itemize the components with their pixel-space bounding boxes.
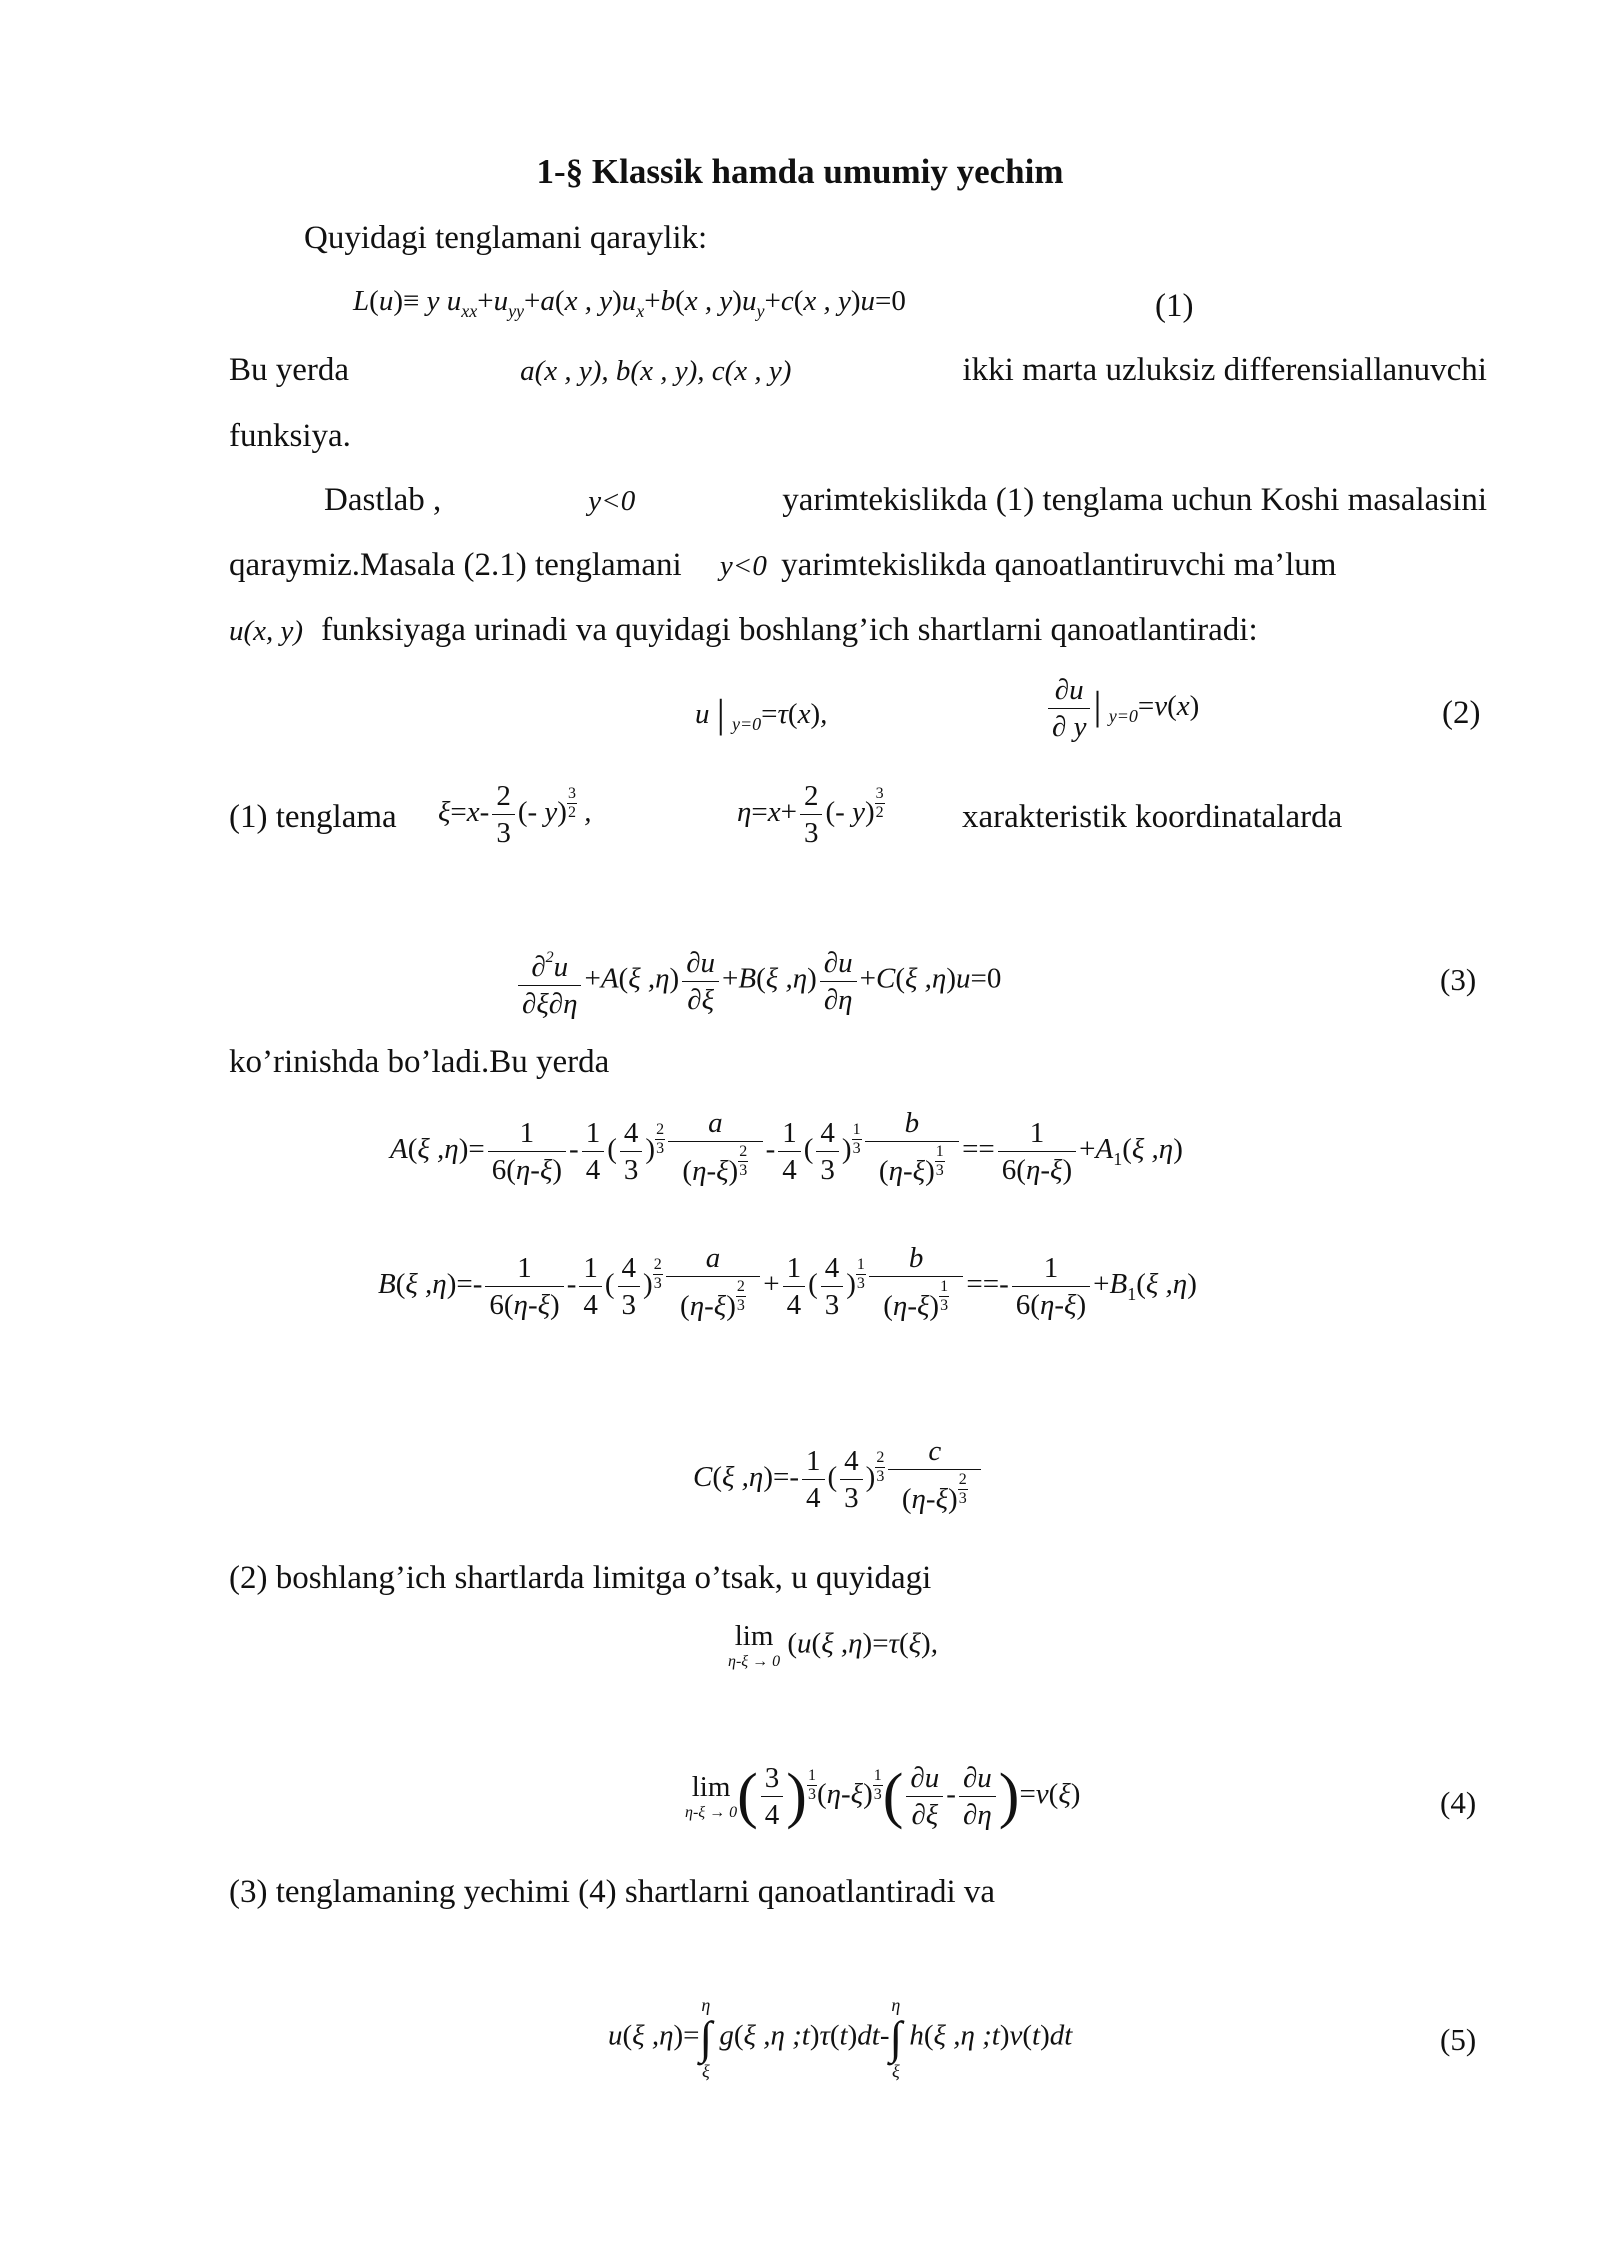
equation-5: u(ξ ,η)= η ∫ ξ g(ξ ,η ;t)τ(t)dt- η ∫ ξ h(ξ ,η ;t)ν(t)dt (608, 1995, 1073, 2081)
equation-eta: η=x+ $\frac{2}{3}$ (- y) $^{\frac{3}{2}}$ (737, 780, 884, 849)
text-masala (229, 545, 1336, 586)
equation-4: lim η-ξ → 0 ( $\frac{3}{4}$ ) $^{\frac{1}{3}}$ (η-ξ) $^{\frac{1}{3}}$ ( $\frac{\partial u}{\partial\xi}$ - $\frac{\partial u}{\partial\eta}$ )=ν(ξ) (685, 1762, 1081, 1831)
equation-number-3: (3) (1440, 962, 1477, 997)
text-masala-b: yarimtekislikda qanoatlantiruvchi ma’lum (781, 547, 1337, 583)
paragraph-coefficients (229, 350, 1487, 391)
section-title: 1-§ Klassik hamda umumiy yechim (536, 152, 1064, 191)
text-boshlangich: (2) boshlang’ich shartlarda limitga o’tsak, u quyidagi (229, 1560, 932, 1596)
text-yarimtekislikda: yarimtekislikda (1) tenglama uchun Koshi masalasini (782, 482, 1487, 518)
text-xarakteristik: xarakteristik koordinatalarda (962, 799, 1343, 835)
text-ikki-marta: ikki marta uzluksiz differensiallanuvchi (962, 352, 1487, 388)
text-korinishda: ko’rinishda bo’ladi.Bu yerda (229, 1044, 610, 1080)
paragraph-dastlab (324, 480, 1487, 521)
equation-number-2: (2) (1442, 695, 1481, 731)
equation-number-4: (4) (1440, 1785, 1477, 1820)
equation-2-left: u | $_{y=0}$=τ(x), (695, 691, 828, 736)
text-dastlab: Dastlab , (324, 482, 442, 518)
math-u-xy: u(x, y) (229, 615, 304, 647)
intro-text: Quyidagi tenglamani qaraylik: (304, 220, 708, 256)
equation-number-5: (5) (1440, 2022, 1477, 2057)
equation-2-right: $\frac{\partial u}{\partial y}$ | $_{y=0}$=ν(x) (1045, 672, 1199, 745)
text-funksiyaga (229, 610, 1258, 651)
equation-xi: ξ=x- $\frac{2}{3}$ (- y) $^{\frac{3}{2}}$ , (438, 780, 592, 849)
equation-A: A(ξ ,η)= $\frac{1}{6(\eta-\xi)}$ - $\frac{1}{4}$ ( $\frac{4}{3}$ ) $^{\frac{2}{3}}$ a (η-ξ) $^{\frac{2}{3}}$ - $\frac{1}{4}$ ( $\frac{4}{3}$ ) $^{\frac{1}{3}}$ b (η-ξ) $^{\frac{1}{3}}$ == $\frac{1}{6(\eta-\xi)}$ $+A_1(\xi$ ,η) (390, 1107, 1183, 1187)
equation-limit-tau: lim η-ξ → 0 (u(ξ ,η)=τ(ξ), (728, 1620, 938, 1670)
equation-B: B(ξ ,η)=- $\frac{1}{6(\eta-\xi)}$ - $\frac{1}{4}$ ( $\frac{4}{3}$ ) $^{\frac{2}{3}}$ a (η-ξ) $^{\frac{2}{3}}$ + $\frac{1}{4}$ ( $\frac{4}{3}$ ) $^{\frac{1}{3}}$ b (η-ξ) $^{\frac{1}{3}}$ ==- $\frac{1}{6(\eta-\xi)}$ $+B_1(\xi$ ,η) (378, 1242, 1197, 1322)
equation-number-1: (1) (1155, 288, 1194, 324)
math-y-negative: y<0 (588, 485, 636, 517)
text-tenglama: (1) tenglama (229, 799, 397, 835)
text-masala-a: qaraymiz.Masala (2.1) tenglamani (229, 547, 682, 583)
text-bu-yerda: Bu yerda (229, 352, 350, 388)
text-funksiyaga-b: funksiyaga urinadi va quyidagi boshlang’ich shartlarni qanoatlantiradi: (321, 612, 1258, 648)
equation-C: C(ξ ,η)=- $\frac{1}{4}$ ( $\frac{4}{3}$ ) $^{\frac{2}{3}}$ c (η-ξ) $^{\frac{2}{3}}$ (693, 1433, 984, 1517)
equation-3: $\frac{\partial^2u}{\partial\xi\partial\eta}$ +A(ξ ,η) $\frac{\partial u}{\partial\xi}$ +B(ξ ,η) $\frac{\partial u}{\partial\eta}$ +C(ξ ,η)u=0 (515, 940, 1001, 1022)
text-funksiya: funksiya. (229, 418, 351, 454)
math-coefficients: a(x , y), b(x , y), c(x , y) (520, 355, 792, 387)
math-y-negative-2: y<0 (719, 550, 767, 582)
text-yechimi: (3) tenglamaning yechimi (4) shartlarni qanoatlantiradi va (229, 1874, 996, 1910)
equation-1: L(u)≡ y $u_{xx}+u_{yy}+a(x$ , $y)u_x+b(x$ , $y)u_y+c(x$ , y)u=0 (353, 285, 906, 321)
